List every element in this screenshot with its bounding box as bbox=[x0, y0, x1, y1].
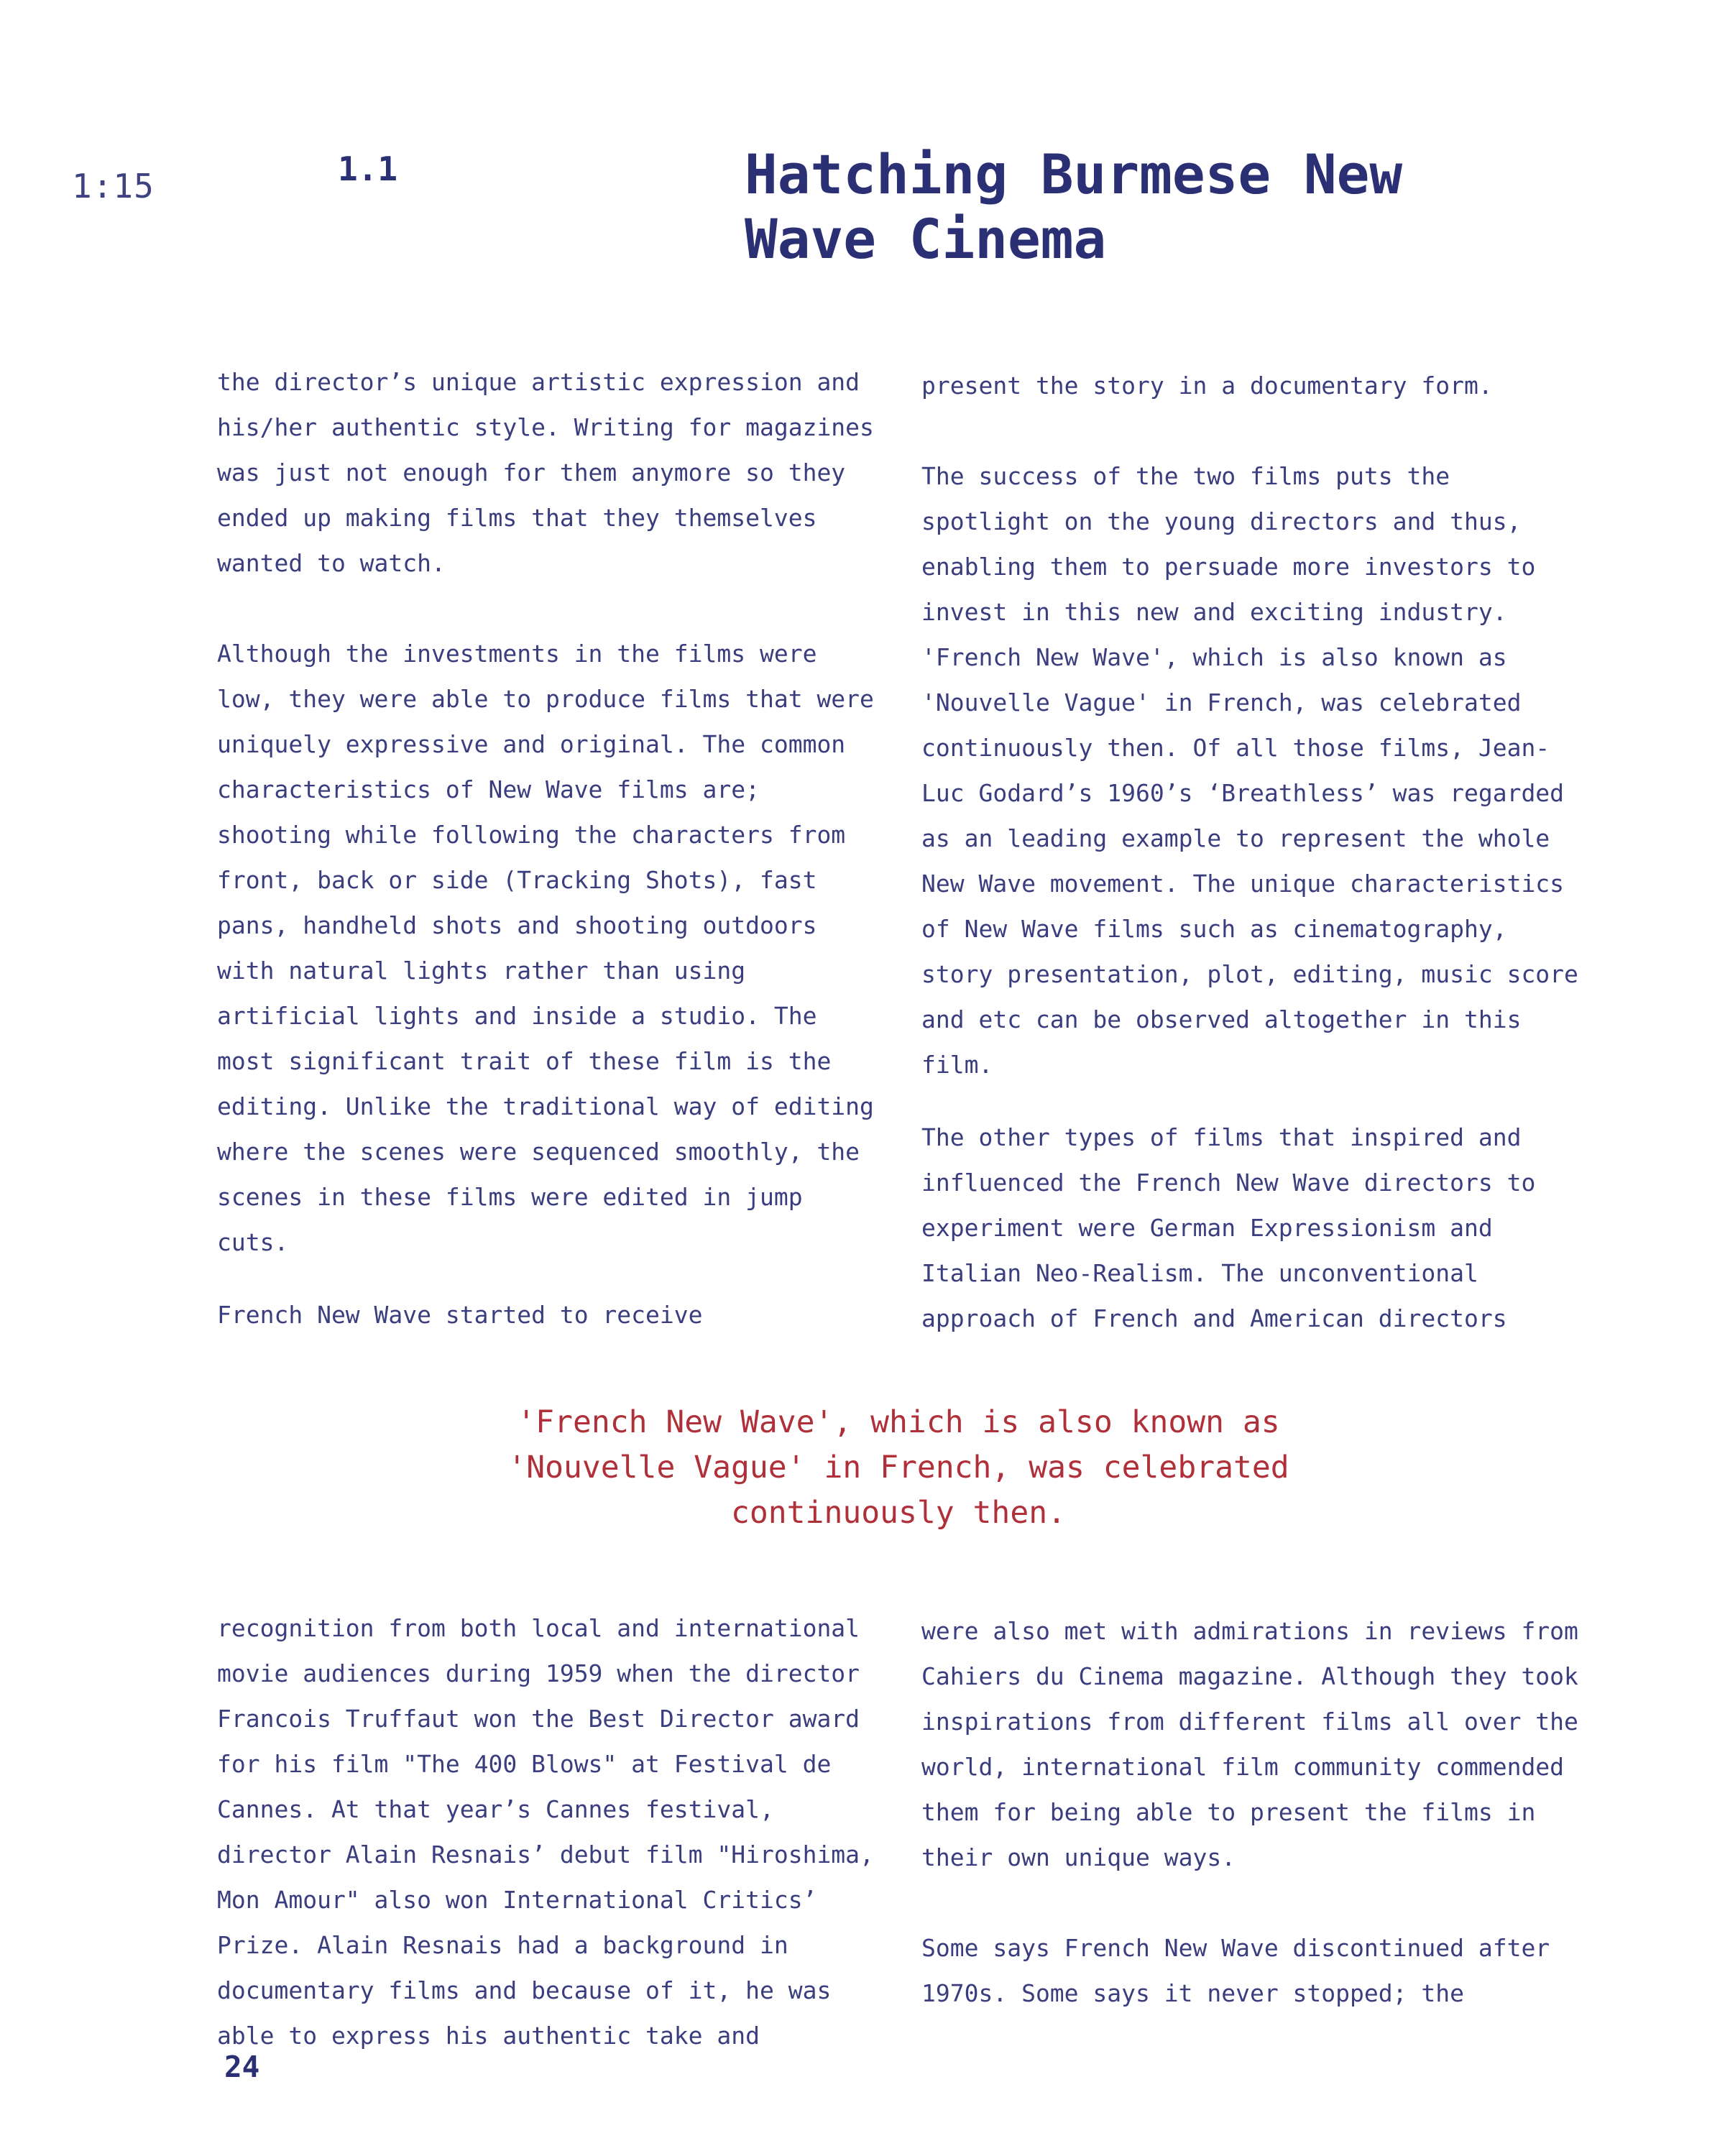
column-top-right bbox=[921, 363, 1583, 1341]
page-title: Hatching Burmese New Wave Cinema bbox=[745, 142, 1403, 271]
paragraph: The success of the two films puts the spotlight on the young directors and thus, enabling them to persuade more investors to invest in this new and exciting industry. 'French New Wave', which is also known as 'Nouvelle Vague' in French, was celebrated continuously then. Of all those films, Jean-Luc Godard’s 1960’s ‘Breathless’ was regarded as an leading example to represent the whole New Wave movement. The unique characteristics of New Wave films such as cinematography, story presentation, plot, editing, music score and etc can be observed altogether in this film. bbox=[921, 462, 1578, 1079]
paragraph: present the story in a documentary form. bbox=[921, 372, 1493, 400]
paragraph: were also met with admirations in reviews from Cahiers du Cinema magazine. Although they took inspirations from different films all over the world, international film community commended them for being able to present the films in their own unique ways. bbox=[921, 1617, 1578, 1871]
column-bottom-left bbox=[217, 1606, 878, 2058]
paragraph: French New Wave started to receive bbox=[217, 1301, 703, 1329]
column-bottom-right bbox=[921, 1608, 1583, 2016]
paragraph: The other types of films that inspired and influenced the French New Wave directors to experiment were German Expressionism and Italian Neo-Realism. The unconventional approach of French and American directors bbox=[921, 1123, 1536, 1332]
page-number: 24 bbox=[224, 2050, 260, 2084]
paragraph: recognition from both local and international movie audiences during 1959 when the director Francois Truffaut won the Best Director award for his film "The 400 Blows" at Festival de Cannes. At that year’s Cannes festival, director Alain Resnais’ debut film "Hiroshima, Mon Amour" also won International Critics’ Prize. Alain Resnais had a background in documentary films and because of it, he was able to express his authentic take and bbox=[217, 1614, 874, 2050]
paragraph: Some says French New Wave discontinued after 1970s. Some says it never stopped; the bbox=[921, 1934, 1550, 2007]
section-number: 1.1 bbox=[338, 149, 398, 188]
column-top-left bbox=[217, 359, 878, 1337]
paragraph: the director’s unique artistic expression and his/her authentic style. Writing for magazines was just not enough for them anymore so they ended up making films that they themselves wanted to watch. bbox=[217, 368, 874, 577]
timecode: 1:15 bbox=[72, 167, 155, 206]
pull-quote: 'French New Wave', which is also known as 'Nouvelle Vague' in French, was celebrated continuously then. bbox=[507, 1404, 1289, 1531]
paragraph: Although the investments in the films were low, they were able to produce films that were uniquely expressive and original. The common characteristics of New Wave films are; shooting while following the characters from front, back or side (Tracking Shots), fast pans, handheld shots and shooting outdoors with natural lights rather than using artificial lights and inside a studio. The most significant trait of these film is the editing. Unlike the traditional way of editing where the scenes were sequenced smoothly, the scenes in these films were edited in jump cuts. bbox=[217, 640, 874, 1256]
